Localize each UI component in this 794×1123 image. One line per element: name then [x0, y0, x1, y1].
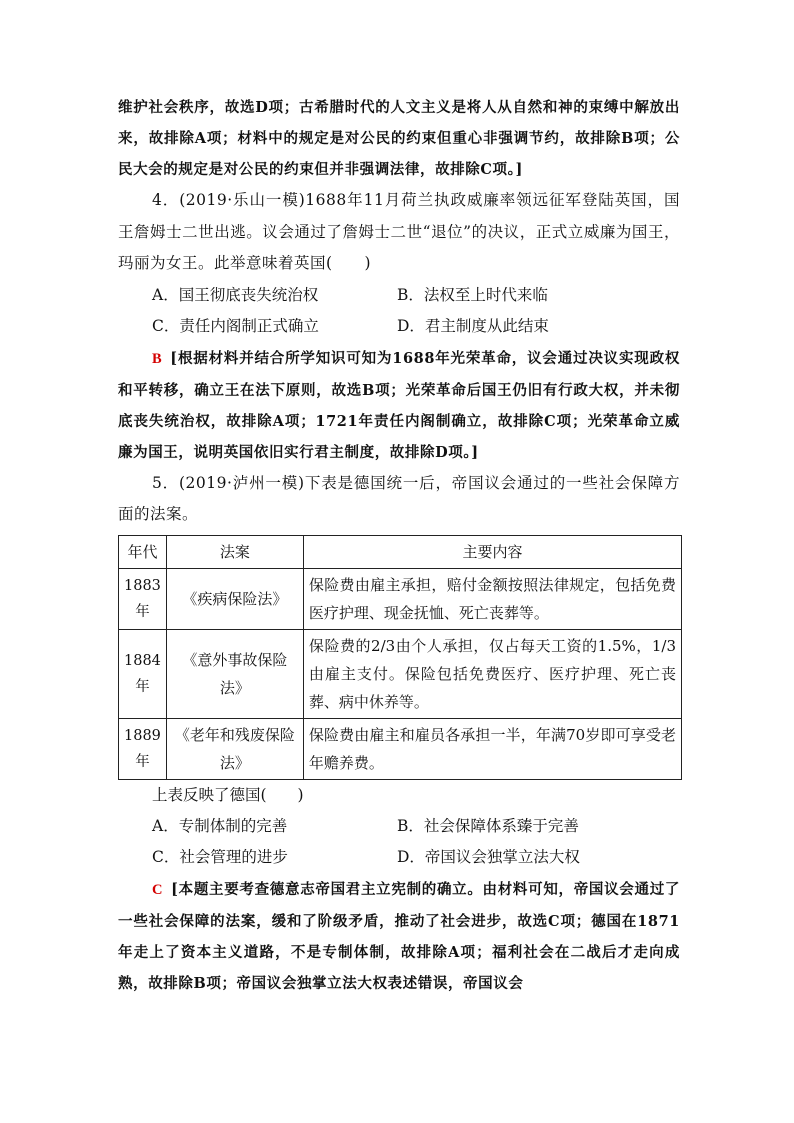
social-security-laws-table	[118, 535, 682, 780]
question-5-answer	[118, 874, 680, 999]
row-law: 《老年和残废保险法》	[166, 718, 303, 779]
header-law: 法案	[166, 535, 303, 568]
q5-option-c: C．社会管理的进步	[152, 848, 288, 866]
row-year: 1883年	[119, 568, 167, 629]
row-content: 保险费的2/3由个人承担，仅占每天工资的1.5%，1/3由雇主支付。保险包括免费医疗、医疗护理、死亡丧葬、病中休养等。	[303, 629, 681, 718]
q4-option-a: A．国王彻底丧失统治权	[152, 285, 319, 304]
question-4-options	[118, 280, 680, 343]
q5-answer-text: [本题主要考查德意志帝国君主立宪制的确立。由材料可知，帝国议会通过了一些社会保障的法案，缓和了阶级矛盾，推动了社会进步，故选C项；德国在1871年走上了资本主义道路，不是专制体制，故排除A项；福利社会在二战后才走向成熟，故排除B项；帝国议会独掌立法大权表述错误，帝国议会	[118, 880, 680, 992]
q4-option-b: B．法权至上时代来临	[397, 285, 548, 304]
q4-answer-letter: B	[152, 350, 163, 367]
row-year: 1889年	[119, 718, 167, 779]
header-content: 主要内容	[303, 535, 681, 568]
row-year: 1884年	[119, 629, 167, 718]
table-row	[119, 568, 682, 629]
q4-option-d: D．君主制度从此结束	[397, 317, 549, 335]
question-5-tail: 上表反映了德国( )	[152, 785, 304, 804]
document-page	[118, 92, 680, 999]
q5-option-a: A．专制体制的完善	[152, 816, 288, 835]
table-header-row	[119, 535, 682, 568]
table-row	[119, 718, 682, 779]
question-4-answer	[118, 343, 680, 468]
q5-option-b: B．社会保障体系臻于完善	[397, 816, 579, 835]
q4-option-c: C．责任内阁制正式确立	[152, 317, 319, 335]
header-year: 年代	[119, 535, 167, 568]
row-content: 保险费由雇主承担，赔付金额按照法律规定，包括免费医疗护理、现金抚恤、死亡丧葬等。	[303, 568, 681, 629]
q5-answer-letter: C	[152, 881, 164, 898]
previous-answer-explanation: 维护社会秩序，故选D项；古希腊时代的人文主义是将人从自然和神的束缚中解放出来，故排除A项；材料中的规定是对公民的约束但重心非强调节约，故排除B项；公民大会的规定是对公民的约束但并非强调法律，故排除C项。]	[118, 99, 680, 178]
question-5-options	[118, 811, 680, 874]
row-content: 保险费由雇主和雇员各承担一半，年满70岁即可享受老年赡养费。	[303, 718, 681, 779]
question-4-stem: 4．(2019·乐山一模)1688年11月荷兰执政威廉率领远征军登陆英国，国王詹姆士二世出逃。议会通过了詹姆士二世“退位”的决议，正式立威廉为国王，玛丽为女王。此举意味着英国( )	[118, 191, 680, 272]
question-5-stem: 5．(2019·泸州一模)下表是德国统一后，帝国议会通过的一些社会保障方面的法案。	[118, 473, 680, 523]
row-law: 《疾病保险法》	[166, 568, 303, 629]
table-row	[119, 629, 682, 718]
row-law: 《意外事故保险法》	[166, 629, 303, 718]
q4-answer-text: [根据材料并结合所学知识可知为1688年光荣革命，议会通过决议实现政权和平转移，确立王在法下原则，故选B项；光荣革命后国王仍旧有行政大权，并未彻底丧失统治权，故排除A项；1721年责任内阁制确立，故排除C项；光荣革命立威廉为国王，说明英国依旧实行君主制度，故排除D项。]	[118, 349, 680, 461]
q5-option-d: D．帝国议会独掌立法大权	[397, 848, 580, 866]
